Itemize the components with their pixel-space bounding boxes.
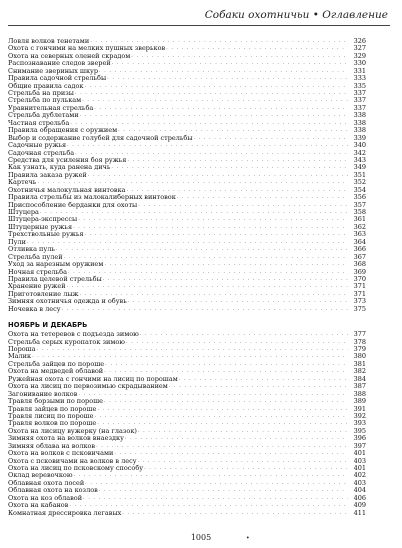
table-of-contents <box>8 38 366 517</box>
toc-entry-page: 393 <box>353 419 366 428</box>
toc-entry-page: 397 <box>353 441 366 450</box>
toc-entry-title: Зимняя облава на волков <box>8 441 96 450</box>
toc-entry-page: 340 <box>353 141 366 150</box>
toc-entry-title: Ружейная охота с гончими на лисиц по порошам <box>8 374 178 383</box>
dot-leader <box>27 239 348 246</box>
toc-entry-title: Охотничья малокульная винтовка <box>8 185 126 194</box>
toc-entry-page: 371 <box>353 282 366 291</box>
toc-entry <box>8 510 366 517</box>
toc-entry-page: 363 <box>353 230 366 239</box>
toc-entry-title: Стрельба зайцев по пороше <box>8 359 105 368</box>
dot-leader <box>40 209 348 216</box>
dot-leader <box>62 306 348 313</box>
toc-entry-title: Уход за нарезным оружием <box>8 260 104 269</box>
header-title: Собаки охотничьи • Оглавление <box>204 9 388 21</box>
toc-entry <box>8 339 366 346</box>
toc-entry-title: Уравнительная стрельба <box>8 103 94 112</box>
toc-group-2 <box>8 331 366 517</box>
toc-entry-title: Охота с псковичами на волков в лесу <box>8 456 137 465</box>
dot-leader <box>179 376 348 383</box>
toc-entry-page: 388 <box>353 389 366 398</box>
dot-leader <box>82 97 348 104</box>
dot-leader <box>105 361 348 368</box>
toc-entry-title: Ловля волков тенетами <box>8 36 90 45</box>
toc-entry-page: 366 <box>353 245 366 254</box>
toc-entry-title: Зимняя охотничья одежда и обувь <box>8 297 127 306</box>
toc-entry-title: Стрельба на призы <box>8 89 74 98</box>
dot-leader <box>114 450 348 457</box>
toc-entry-page: 395 <box>353 426 366 435</box>
dot-leader <box>122 510 348 517</box>
dot-leader <box>84 83 348 90</box>
dot-leader <box>169 383 348 390</box>
toc-entry-title: Картечь <box>8 178 37 187</box>
toc-entry-page: 352 <box>353 178 366 187</box>
toc-entry-title: Облавная охота на козлов <box>8 486 98 495</box>
toc-entry-title: Охота на лисицу вужерку (на глазок) <box>8 426 137 435</box>
toc-entry-title: Общие правила садок <box>8 81 84 90</box>
dot-leader <box>73 472 348 479</box>
dot-leader <box>85 480 348 487</box>
toc-entry-title: Охота на тетеревов с подъезда зимою <box>8 330 139 339</box>
toc-entry-page: 378 <box>353 337 366 346</box>
toc-entry-page: 337 <box>353 103 366 112</box>
toc-entry-page: 335 <box>353 81 366 90</box>
toc-entry-title: Стрельба пулей <box>8 252 63 261</box>
dot-leader <box>37 346 348 353</box>
toc-entry-page: 392 <box>353 411 366 420</box>
toc-entry-title: Охота на лисиц по первозимью скрадыванием <box>8 382 168 391</box>
toc-entry-page: 396 <box>353 434 366 443</box>
dot-leader <box>104 398 348 405</box>
page-number: 1005 <box>190 533 212 542</box>
dot-leader <box>140 331 348 338</box>
toc-entry-title: Охота на коз облавой <box>8 493 83 502</box>
toc-entry <box>8 231 366 238</box>
toc-entry-page: 401 <box>353 449 366 458</box>
dot-leader <box>83 495 348 502</box>
toc-entry-title: Приготовление лыж <box>8 289 79 298</box>
toc-entry-title: Правила целевой стрельбы <box>8 274 102 283</box>
toc-entry <box>8 346 366 353</box>
toc-entry-page: 356 <box>353 193 366 202</box>
toc-entry-page: 349 <box>353 163 366 172</box>
dot-leader <box>112 60 348 67</box>
toc-entry-title: Хранение ружей <box>8 282 66 291</box>
toc-entry-title: Стрельба серых куропаток зимою <box>8 337 125 346</box>
dot-leader <box>56 246 348 253</box>
toc-entry-title: Отливка пуль <box>8 245 55 254</box>
toc-entry-page: 389 <box>353 397 366 406</box>
toc-entry-page: 403 <box>353 456 366 465</box>
toc-entry-page: 337 <box>353 96 366 105</box>
toc-entry-page: 331 <box>353 66 366 75</box>
dot-leader <box>126 339 348 346</box>
toc-entry-title: Малик <box>8 352 32 361</box>
toc-entry-page: 357 <box>353 200 366 209</box>
toc-entry-page: 384 <box>353 374 366 383</box>
dot-leader <box>177 194 348 201</box>
dot-leader <box>138 458 348 465</box>
dot-leader <box>103 276 348 283</box>
toc-entry-page: 371 <box>353 289 366 298</box>
dot-leader <box>127 157 348 164</box>
dot-leader <box>78 216 348 223</box>
toc-entry-title: Садочная стрельба <box>8 148 75 157</box>
dot-leader <box>97 406 348 413</box>
toc-entry-title: Приспособление берданки для охоты <box>8 200 138 209</box>
toc-entry-page: 342 <box>353 148 366 157</box>
toc-entry <box>8 306 366 313</box>
dot-leader <box>99 68 348 75</box>
dot-leader <box>125 435 348 442</box>
toc-entry-title: Снимание звериных шкур <box>8 66 99 75</box>
toc-entry-page: 391 <box>353 404 366 413</box>
toc-entry-title: Выбор и содержание голубей для садочной стрельбы <box>8 133 193 142</box>
section-title: НОЯБРЬ И ДЕКАБРЬ <box>8 321 88 330</box>
dot-leader <box>73 224 348 231</box>
toc-entry-page: 382 <box>353 367 366 376</box>
toc-entry-title: Стрельба дублетами <box>8 111 79 120</box>
toc-entry-page: 343 <box>353 155 366 164</box>
toc-entry <box>8 172 366 179</box>
toc-entry-title: Правила садочной стрельбы <box>8 74 107 83</box>
dot-leader <box>68 269 348 276</box>
toc-entry <box>8 298 366 305</box>
toc-entry-page: 387 <box>353 382 366 391</box>
toc-entry-title: Загонивание волков <box>8 389 78 398</box>
toc-entry-title: Охота на медведей облавой <box>8 367 104 376</box>
toc-entry-title: Как узнать, куда ранена дичь <box>8 163 111 172</box>
toc-entry-title: Охота на кабанов <box>8 501 69 510</box>
toc-entry-page: 381 <box>353 359 366 368</box>
toc-entry-title: Зимняя охота на волков внаездку <box>8 434 124 443</box>
dot-leader <box>95 413 348 420</box>
toc-entry-page: 361 <box>353 215 366 224</box>
toc-entry-page: 373 <box>353 297 366 306</box>
toc-entry-title: Садочные ружья <box>8 141 67 150</box>
toc-entry-title: Пороша <box>8 345 36 354</box>
toc-entry-title: Охота на лисиц по псковскому способу <box>8 464 144 473</box>
dot-leader <box>131 53 348 60</box>
toc-entry-title: Травля лисиц по пороше <box>8 411 94 420</box>
toc-entry <box>8 239 366 246</box>
dot-leader <box>64 254 348 261</box>
toc-entry-title: Охота на волков с псковичами <box>8 449 114 458</box>
dot-leader <box>85 231 348 238</box>
toc-entry-title: Средства для усиления боя ружья <box>8 155 127 164</box>
dot-leader <box>94 105 348 112</box>
dot-leader <box>78 391 348 398</box>
dot-leader <box>99 487 348 494</box>
toc-entry-title: Облавная охота лосей <box>8 478 85 487</box>
toc-entry-title: Комнатная дрессировка легавых <box>8 508 122 517</box>
toc-entry-title: Правила заказа ружей <box>8 170 87 179</box>
toc-entry-page: 362 <box>353 222 366 231</box>
toc-entry-page: 377 <box>353 330 366 339</box>
toc-entry-page: 406 <box>353 493 366 502</box>
dot-leader <box>67 142 348 149</box>
footer-mark: • <box>246 535 250 542</box>
toc-entry-page: 339 <box>353 133 366 142</box>
dot-leader <box>80 112 348 119</box>
toc-entry-title: Ночная стрельба <box>8 267 67 276</box>
toc-entry-page: 368 <box>353 260 366 269</box>
toc-entry-title: Правила обращения с оружием <box>8 126 118 135</box>
toc-entry-page: 401 <box>353 464 366 473</box>
toc-entry-title: Стрельба по пулькам <box>8 96 82 105</box>
dot-leader <box>88 172 348 179</box>
dot-leader <box>138 202 348 209</box>
dot-leader <box>96 443 348 450</box>
toc-entry-title: Травля волков по пороше <box>8 419 97 428</box>
toc-entry-page: 338 <box>353 111 366 120</box>
toc-entry-page: 380 <box>353 352 366 361</box>
toc-entry-page: 329 <box>353 51 366 60</box>
toc-entry-title: Ночевка в лесу <box>8 304 61 313</box>
toc-entry-title: Штуцерные ружья <box>8 222 73 231</box>
toc-entry-title: Штуцера-экспрессы <box>8 215 78 224</box>
toc-entry-page: 369 <box>353 267 366 276</box>
dot-leader <box>128 298 348 305</box>
toc-entry-page: 367 <box>353 252 366 261</box>
toc-entry-title: Правила стрельбы из малокалиберных винтовок <box>8 193 176 202</box>
dot-leader <box>111 164 348 171</box>
toc-entry-title: Оклад веревочкою <box>8 471 73 480</box>
toc-entry-page: 337 <box>353 89 366 98</box>
toc-entry-title: Охота на северных оленей скрадом <box>8 51 131 60</box>
dot-leader <box>194 135 349 142</box>
toc-entry-page: 379 <box>353 345 366 354</box>
dot-leader <box>166 45 348 52</box>
toc-entry-page: 354 <box>353 185 366 194</box>
toc-entry-page: 338 <box>353 126 366 135</box>
dot-leader <box>75 90 348 97</box>
toc-entry-page: 402 <box>353 471 366 480</box>
toc-entry-page: 411 <box>353 508 366 517</box>
toc-entry-page: 404 <box>353 486 366 495</box>
toc-entry-page: 403 <box>353 478 366 487</box>
toc-entry-title: Штуцера <box>8 208 39 217</box>
dot-leader <box>107 75 348 82</box>
header-rule <box>8 25 390 26</box>
dot-leader <box>138 428 348 435</box>
toc-entry-page: 327 <box>353 44 366 53</box>
toc-entry-title: Частная стрельба <box>8 118 70 127</box>
toc-entry-page: 333 <box>353 74 366 83</box>
dot-leader <box>144 465 348 472</box>
dot-leader <box>104 261 348 268</box>
toc-entry-title: Трехствольные ружья <box>8 230 84 239</box>
dot-leader <box>67 283 348 290</box>
toc-entry-title: Травля зайцев по пороше <box>8 404 97 413</box>
toc-group-1 <box>8 38 366 313</box>
running-header <box>0 0 402 26</box>
toc-entry <box>8 202 366 209</box>
toc-entry-title: Пули <box>8 237 26 246</box>
page-footer <box>0 533 402 542</box>
toc-entry-page: 364 <box>353 237 366 246</box>
toc-entry-page: 370 <box>353 274 366 283</box>
toc-entry-title: Распознавание следов зверей <box>8 59 111 68</box>
toc-entry-title: Травля борзыми по пороше <box>8 397 104 406</box>
toc-entry-page: 351 <box>353 170 366 179</box>
toc-entry-page: 330 <box>353 59 366 68</box>
toc-entry-page: 375 <box>353 304 366 313</box>
toc-entry-page: 409 <box>353 501 366 510</box>
toc-entry-page: 358 <box>353 208 366 217</box>
toc-entry-title: Охота с гончими на мелких пушных зверьков <box>8 44 166 53</box>
toc-entry-page: 326 <box>353 36 366 45</box>
toc-entry-page: 338 <box>353 118 366 127</box>
section-gap <box>8 313 366 320</box>
